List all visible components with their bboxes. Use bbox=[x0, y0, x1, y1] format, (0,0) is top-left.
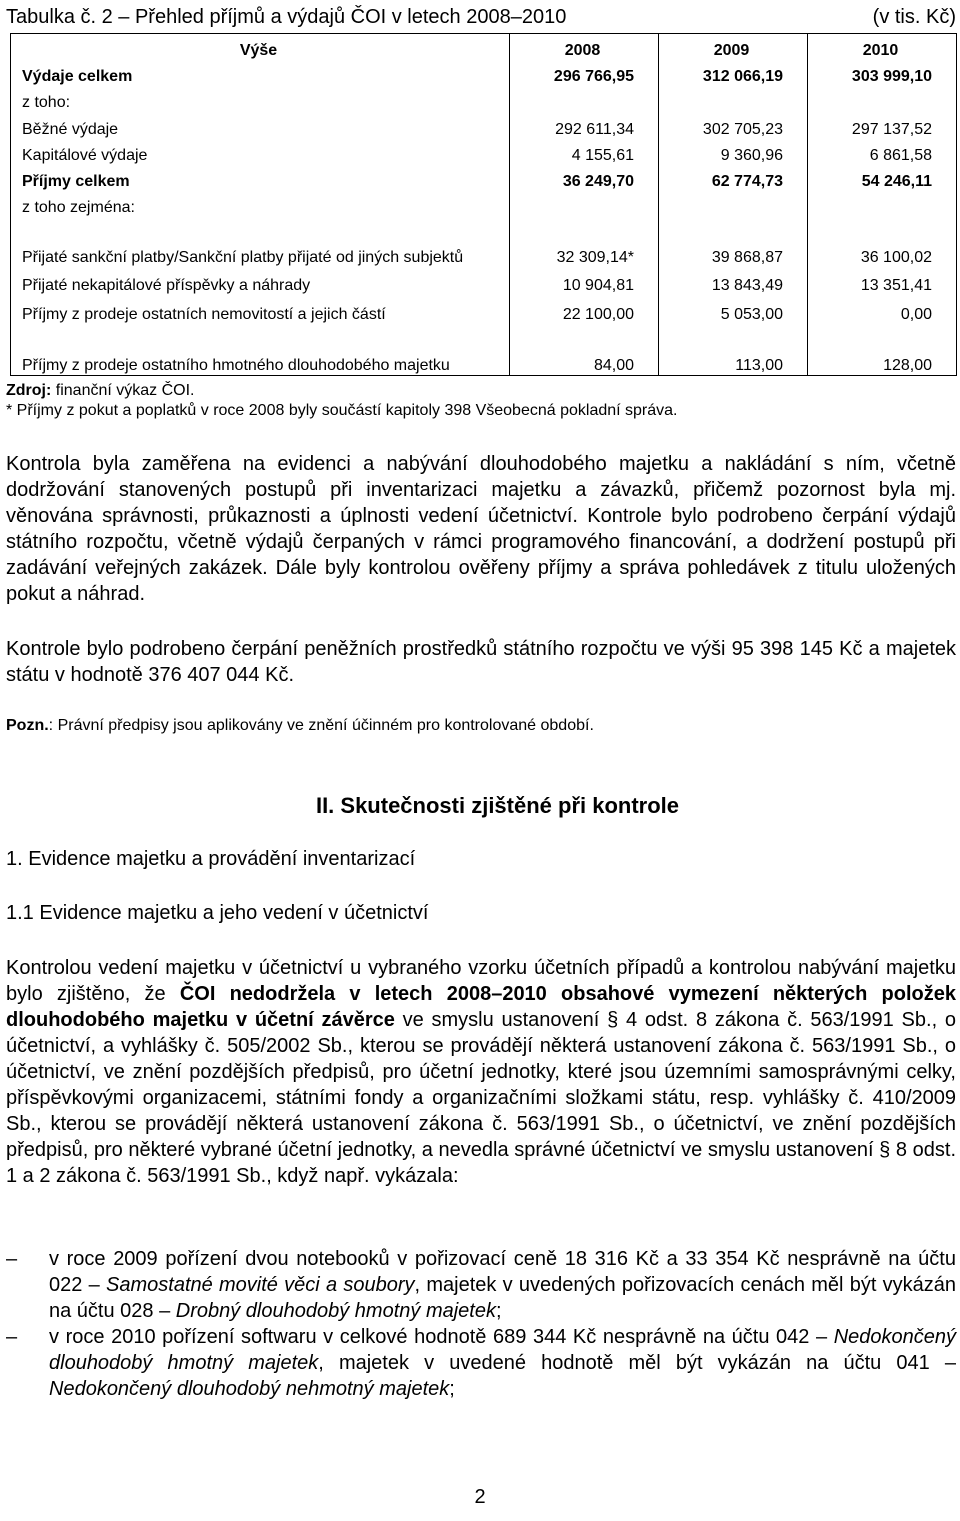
header-cell: 2008 bbox=[510, 34, 659, 60]
cell-2008: 296 766,95 bbox=[510, 60, 659, 86]
cell-2008: 84,00 bbox=[510, 324, 659, 376]
item-text: , majetek v uvedených pořizovacích cenách měl být vykázán na účtu 028 – bbox=[49, 1274, 957, 1322]
table-row bbox=[11, 165, 957, 191]
cell-2010: 6 861,58 bbox=[808, 139, 957, 165]
cell-2009: 13 843,49 bbox=[659, 267, 808, 295]
cell-2008 bbox=[510, 86, 659, 112]
cell-2009: 113,00 bbox=[659, 324, 808, 376]
table-header-row bbox=[11, 34, 957, 60]
findings-list bbox=[6, 1246, 956, 1402]
cell-2010: 54 246,11 bbox=[808, 165, 957, 191]
source-label: Zdroj: bbox=[6, 382, 52, 399]
row-label: Přijaté nekapitálové příspěvky a náhrady bbox=[11, 267, 510, 295]
header-cell: 2009 bbox=[659, 34, 808, 60]
income-expense-table bbox=[10, 33, 957, 376]
item-text: v roce 2010 pořízení softwaru v celkové hodnotě 689 344 Kč nesprávně na účtu 042 – bbox=[49, 1326, 834, 1348]
row-label: Přijaté sankční platby/Sankční platby přijaté od jiných subjektů bbox=[11, 217, 510, 267]
dash-bullet-icon: – bbox=[6, 1326, 18, 1348]
findings-bold: ČOI nedodržela v letech 2008–2010 obsahové vymezení některých položek dlouhodobého majetku v účetní závěrce bbox=[6, 983, 956, 1031]
subsection-heading: 1. Evidence majetku a provádění inventarizací bbox=[6, 848, 416, 870]
findings-text: Kontrolou vedení majetku v účetnictví u vybraného vzorku účetních případů a kontrolou nabývání majetku bylo zjištěno, že bbox=[6, 957, 956, 1005]
cell-2010: 13 351,41 bbox=[808, 267, 957, 295]
section-heading: II. Skutečnosti zjištěné při kontrole bbox=[315, 793, 680, 818]
list-item bbox=[6, 1324, 956, 1402]
list-item bbox=[6, 1246, 956, 1324]
cell-2009: 5 053,00 bbox=[659, 295, 808, 324]
row-label: Příjmy celkem bbox=[11, 165, 510, 191]
row-label: Příjmy z prodeje ostatních nemovitostí a jejich částí bbox=[11, 295, 510, 324]
table-caption bbox=[6, 4, 956, 30]
cell-2010: 297 137,52 bbox=[808, 112, 957, 139]
cell-2010: 0,00 bbox=[808, 295, 957, 324]
cell-2009: 302 705,23 bbox=[659, 112, 808, 139]
table-row bbox=[11, 60, 957, 86]
item-account-name: Drobný dlouhodobý hmotný majetek bbox=[175, 1300, 496, 1322]
cell-2008: 32 309,14* bbox=[510, 217, 659, 267]
table-row bbox=[11, 324, 957, 376]
table-footnote: * Příjmy z pokut a poplatků v roce 2008 byly součástí kapitoly 398 Všeobecná pokladní správa. bbox=[6, 402, 678, 419]
cell-2008: 36 249,70 bbox=[510, 165, 659, 191]
cell-2008: 22 100,00 bbox=[510, 295, 659, 324]
paragraph-control-amounts: Kontrole bylo podrobeno čerpání peněžních prostředků státního rozpočtu ve výši 95 398 145 Kč a majetek státu v hodnotě 376 407 044 Kč. bbox=[6, 638, 956, 686]
cell-2008: 4 155,61 bbox=[510, 139, 659, 165]
table-title: Tabulka č. 2 – Přehled příjmů a výdajů ČOI v letech 2008–2010 bbox=[6, 6, 567, 28]
cell-2008 bbox=[510, 191, 659, 217]
cell-2010 bbox=[808, 191, 957, 217]
note-label: Pozn. bbox=[6, 717, 49, 734]
cell-2009: 62 774,73 bbox=[659, 165, 808, 191]
header-cell: Výše bbox=[11, 34, 510, 60]
cell-2009: 312 066,19 bbox=[659, 60, 808, 86]
item-text: v roce 2009 pořízení dvou notebooků v pořizovací ceně 18 316 Kč a 33 354 Kč nesprávně na účtu 022 – bbox=[49, 1248, 956, 1296]
cell-2009: 39 868,87 bbox=[659, 217, 808, 267]
table-row bbox=[11, 112, 957, 139]
cell-2009: 9 360,96 bbox=[659, 139, 808, 165]
cell-2008: 10 904,81 bbox=[510, 267, 659, 295]
subsubsection-heading: 1.1 Evidence majetku a jeho vedení v účetnictví bbox=[6, 902, 429, 924]
cell-2009 bbox=[659, 191, 808, 217]
table-row bbox=[11, 295, 957, 324]
cell-2010: 36 100,02 bbox=[808, 217, 957, 267]
findings-text-cont: ve smyslu ustanovení § 4 odst. 8 zákona č. 563/1991 Sb., o účetnictví, a vyhlášky č. 505/2002 Sb., kterou se provádějí některá ustanovení zákona č. 563/1991 Sb., o účetnictví, ve znění pozdějších předpisů, pro účetní jednotky, které jsou územními samosprávnými celky, příspěvkovými organizacemi, státními fondy a organizačními složkami státu, resp. vyhlášky č. 410/2009 Sb., kterou se provádějí některá ustanovení zákona č. 563/1991 Sb., o účetnictví, ve znění pozdějších předpisů, pro některé vybrané účetní jednotky, a nevedla správné účetnictví ve smyslu ustanovení § 8 odst. 1 a 2 zákona č. 563/1991 Sb., když např. vykázala: bbox=[6, 1009, 957, 1187]
row-label: Příjmy z prodeje ostatního hmotného dlouhodobého majetku bbox=[11, 324, 510, 376]
item-text: , majetek v uvedené hodnotě měl být vykázán na účtu 041 – bbox=[318, 1352, 957, 1374]
row-label: Kapitálové výdaje bbox=[11, 139, 510, 165]
row-label: z toho: bbox=[11, 86, 510, 112]
cell-2009 bbox=[659, 86, 808, 112]
table-row bbox=[11, 139, 957, 165]
item-text: ; bbox=[495, 1300, 502, 1322]
row-label: z toho zejména: bbox=[11, 191, 510, 217]
item-account-name: Nedokončený dlouhodobý hmotný majetek bbox=[49, 1326, 956, 1374]
table-source bbox=[6, 381, 195, 401]
row-label: Běžné výdaje bbox=[11, 112, 510, 139]
cell-2010: 303 999,10 bbox=[808, 60, 957, 86]
cell-2010 bbox=[808, 86, 957, 112]
note-text: : Právní předpisy jsou aplikovány ve znění účinném pro kontrolované období. bbox=[48, 717, 594, 734]
item-text: ; bbox=[449, 1378, 455, 1400]
table-units: (v tis. Kč) bbox=[872, 6, 956, 28]
table-row bbox=[11, 86, 957, 112]
source-text: finanční výkaz ČOI. bbox=[51, 382, 195, 399]
paragraph-control-scope: Kontrola byla zaměřena na evidenci a nabývání dlouhodobého majetku a nakládání s ním, včetně dodržování stanovených postupů při inventarizaci majetku a závazků, přičemž pozornost byla mj. věnována správnosti, průkaznosti a úplnosti vedení účetnictví. Kontrole bylo podrobeno čerpání výdajů státního rozpočtu, včetně výdajů čerpaných v rámci programového financování, a dodržení postupů při zadávání veřejných zakázek. Dále byly kontrolou ověřeny příjmy a správa pohledávek z titulu uložených pokut a náhrad. bbox=[6, 453, 956, 605]
paragraph-findings bbox=[6, 955, 956, 1189]
row-label: Výdaje celkem bbox=[11, 60, 510, 86]
cell-2010: 128,00 bbox=[808, 324, 957, 376]
page-number: 2 bbox=[474, 1486, 486, 1508]
table-row bbox=[11, 267, 957, 295]
table-row bbox=[11, 217, 957, 267]
header-cell: 2010 bbox=[808, 34, 957, 60]
note bbox=[6, 716, 594, 736]
cell-2008: 292 611,34 bbox=[510, 112, 659, 139]
item-account-name: Nedokončený dlouhodobý nehmotný majetek bbox=[49, 1378, 450, 1400]
table-row bbox=[11, 191, 957, 217]
item-account-name: Samostatné movité věci a soubory bbox=[106, 1274, 415, 1296]
dash-bullet-icon: – bbox=[6, 1248, 18, 1270]
